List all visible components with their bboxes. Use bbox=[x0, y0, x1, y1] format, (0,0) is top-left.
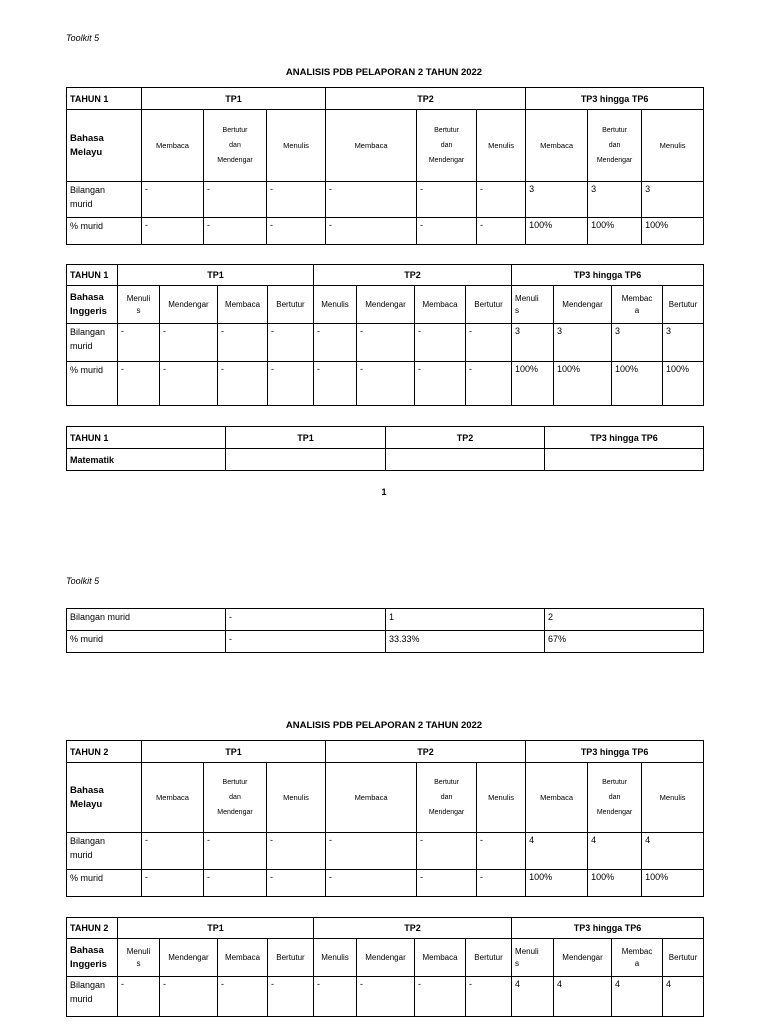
percent-cell: 100% bbox=[588, 870, 642, 897]
count-cell: - bbox=[118, 977, 160, 1017]
skill-mendengar: Mendengar bbox=[554, 286, 612, 324]
skill-membaca: Membac a bbox=[612, 939, 663, 977]
row-label-bilangan: Bilangan murid bbox=[67, 182, 142, 218]
count-cell: 4 bbox=[588, 833, 642, 870]
skill-bertutur-dan-mendengar: Bertutur dan Mendengar bbox=[204, 763, 267, 833]
skill-membaca: Membaca bbox=[142, 763, 204, 833]
count-cell: - bbox=[415, 324, 466, 362]
row-label-percent: % murid bbox=[67, 218, 142, 245]
table-tahun1-bahasa-inggeris bbox=[66, 264, 704, 406]
tp3-tp6-header: TP3 hingga TP6 bbox=[512, 265, 704, 286]
percent-cell: - bbox=[267, 218, 326, 245]
count-cell: 4 bbox=[526, 833, 588, 870]
skill-mendengar: Mendengar bbox=[357, 939, 415, 977]
count-cell: - bbox=[477, 182, 526, 218]
row-label-percent: % murid bbox=[67, 631, 226, 653]
skill-menulis: Menuli s bbox=[512, 939, 554, 977]
skill-bertutur: Bertutur bbox=[466, 286, 512, 324]
skill-membaca: Membaca bbox=[326, 763, 417, 833]
percent-cell: - bbox=[160, 362, 218, 406]
skill-menulis: Menuli s bbox=[512, 286, 554, 324]
tp3-tp6-header: TP3 hingga TP6 bbox=[526, 741, 704, 763]
page-title: ANALISIS PDB PELAPORAN 2 TAHUN 2022 bbox=[285, 67, 483, 78]
skill-menulis: Menuli s bbox=[118, 939, 160, 977]
skill-membaca: Membaca bbox=[415, 939, 466, 977]
count-cell: - bbox=[160, 324, 218, 362]
year-cell: TAHUN 2 bbox=[67, 741, 142, 763]
count-cell: - bbox=[267, 182, 326, 218]
count-cell: - bbox=[415, 977, 466, 1017]
count-cell: - bbox=[357, 324, 415, 362]
skill-bertutur-dan-mendengar: Bertutur dan Mendengar bbox=[417, 110, 477, 182]
row-label-percent: % murid bbox=[67, 362, 118, 406]
skill-bertutur-dan-mendengar: Bertutur dan Mendengar bbox=[417, 763, 477, 833]
skill-menulis: Menulis bbox=[642, 110, 704, 182]
skill-bertutur-dan-mendengar: Bertutur dan Mendengar bbox=[588, 763, 642, 833]
count-cell: - bbox=[268, 977, 314, 1017]
count-cell: 4 bbox=[642, 833, 704, 870]
tp2-header: TP2 bbox=[386, 427, 545, 449]
percent-cell: 33.33% bbox=[386, 631, 545, 653]
count-cell: - bbox=[314, 977, 357, 1017]
percent-cell: - bbox=[142, 218, 204, 245]
page-title: ANALISIS PDB PELAPORAN 2 TAHUN 2022 bbox=[285, 720, 483, 731]
skill-menulis: Menulis bbox=[477, 763, 526, 833]
empty-cell bbox=[386, 449, 545, 471]
count-cell: - bbox=[204, 833, 267, 870]
skill-bertutur: Bertutur bbox=[268, 939, 314, 977]
empty-cell bbox=[545, 449, 704, 471]
skill-bertutur: Bertutur bbox=[268, 286, 314, 324]
year-cell: TAHUN 1 bbox=[67, 427, 226, 449]
skill-menulis: Menuli s bbox=[118, 286, 160, 324]
percent-cell: 100% bbox=[642, 218, 704, 245]
page-number: 1 bbox=[381, 487, 387, 497]
tp2-header: TP2 bbox=[314, 265, 512, 286]
page-header: Toolkit 5 bbox=[66, 576, 100, 586]
count-cell: - bbox=[218, 977, 268, 1017]
percent-cell: - bbox=[477, 218, 526, 245]
percent-cell: - bbox=[218, 362, 268, 406]
count-cell: - bbox=[477, 833, 526, 870]
tp1-header: TP1 bbox=[142, 741, 326, 763]
table-tahun1-matematik-continued bbox=[66, 608, 704, 653]
skill-mendengar: Mendengar bbox=[160, 939, 218, 977]
skill-membaca: Membaca bbox=[415, 286, 466, 324]
skill-mendengar: Mendengar bbox=[160, 286, 218, 324]
subject-cell: Bahasa Inggeris bbox=[67, 939, 118, 977]
row-label-bilangan: Bilangan murid bbox=[67, 977, 118, 1017]
empty-cell bbox=[226, 449, 386, 471]
percent-cell: - bbox=[326, 870, 417, 897]
percent-cell: 100% bbox=[554, 362, 612, 406]
count-cell: 4 bbox=[554, 977, 612, 1017]
count-cell: - bbox=[357, 977, 415, 1017]
skill-membaca: Membac a bbox=[612, 286, 663, 324]
percent-cell: 100% bbox=[512, 362, 554, 406]
year-cell: TAHUN 1 bbox=[67, 265, 118, 286]
count-cell: - bbox=[267, 833, 326, 870]
subject-cell: Matematik bbox=[67, 449, 226, 471]
percent-cell: - bbox=[226, 631, 386, 653]
count-cell: 3 bbox=[642, 182, 704, 218]
row-label-bilangan: Bilangan murid bbox=[67, 324, 118, 362]
count-cell: 4 bbox=[512, 977, 554, 1017]
skill-bertutur: Bertutur bbox=[466, 939, 512, 977]
skill-menulis: Menulis bbox=[642, 763, 704, 833]
percent-cell: - bbox=[466, 362, 512, 406]
count-cell: 3 bbox=[554, 324, 612, 362]
table-tahun1-matematik bbox=[66, 426, 704, 471]
subject-cell: Bahasa Inggeris bbox=[67, 286, 118, 324]
count-cell: - bbox=[160, 977, 218, 1017]
skill-menulis: Menulis bbox=[314, 286, 357, 324]
count-cell: 2 bbox=[545, 609, 704, 631]
percent-cell: 100% bbox=[526, 218, 588, 245]
skill-bertutur-dan-mendengar: Bertutur dan Mendengar bbox=[588, 110, 642, 182]
skill-membaca: Membaca bbox=[218, 939, 268, 977]
percent-cell: - bbox=[477, 870, 526, 897]
skill-membaca: Membaca bbox=[218, 286, 268, 324]
count-cell: - bbox=[326, 833, 417, 870]
count-cell: - bbox=[314, 324, 357, 362]
count-cell: - bbox=[466, 324, 512, 362]
percent-cell: - bbox=[417, 218, 477, 245]
page-header: Toolkit 5 bbox=[66, 33, 100, 43]
year-cell: TAHUN 2 bbox=[67, 918, 118, 939]
count-cell: 3 bbox=[612, 324, 663, 362]
count-cell: - bbox=[142, 833, 204, 870]
count-cell: - bbox=[218, 324, 268, 362]
count-cell: - bbox=[417, 182, 477, 218]
skill-menulis: Menulis bbox=[267, 763, 326, 833]
tp2-header: TP2 bbox=[314, 918, 512, 939]
tp1-header: TP1 bbox=[118, 918, 314, 939]
tp3-tp6-header: TP3 hingga TP6 bbox=[545, 427, 704, 449]
subject-cell: Bahasa Melayu bbox=[67, 763, 142, 833]
percent-cell: 100% bbox=[612, 362, 663, 406]
skill-membaca: Membaca bbox=[142, 110, 204, 182]
table-tahun2-bahasa-inggeris bbox=[66, 917, 704, 1017]
count-cell: - bbox=[268, 324, 314, 362]
count-cell: 3 bbox=[663, 324, 704, 362]
count-cell: - bbox=[142, 182, 204, 218]
tp1-header: TP1 bbox=[226, 427, 386, 449]
count-cell: 3 bbox=[512, 324, 554, 362]
count-cell: 1 bbox=[386, 609, 545, 631]
percent-cell: - bbox=[314, 362, 357, 406]
percent-cell: - bbox=[204, 870, 267, 897]
count-cell: 3 bbox=[526, 182, 588, 218]
year-cell: TAHUN 1 bbox=[67, 88, 142, 110]
count-cell: 4 bbox=[612, 977, 663, 1017]
percent-cell: - bbox=[118, 362, 160, 406]
tp2-header: TP2 bbox=[326, 88, 526, 110]
skill-membaca: Membaca bbox=[526, 110, 588, 182]
skill-bertutur-dan-mendengar: Bertutur dan Mendengar bbox=[204, 110, 267, 182]
tp1-header: TP1 bbox=[142, 88, 326, 110]
percent-cell: - bbox=[357, 362, 415, 406]
percent-cell: - bbox=[267, 870, 326, 897]
skill-bertutur: Bertutur bbox=[663, 286, 704, 324]
percent-cell: 100% bbox=[642, 870, 704, 897]
percent-cell: - bbox=[268, 362, 314, 406]
skill-menulis: Menulis bbox=[314, 939, 357, 977]
row-label-bilangan: Bilangan murid bbox=[67, 609, 226, 631]
percent-cell: - bbox=[204, 218, 267, 245]
skill-mendengar: Mendengar bbox=[554, 939, 612, 977]
count-cell: - bbox=[417, 833, 477, 870]
skill-membaca: Membaca bbox=[326, 110, 417, 182]
table-tahun2-bahasa-melayu bbox=[66, 740, 704, 897]
count-cell: 4 bbox=[663, 977, 704, 1017]
count-cell: - bbox=[226, 609, 386, 631]
percent-cell: 100% bbox=[526, 870, 588, 897]
tp1-header: TP1 bbox=[118, 265, 314, 286]
subject-cell: Bahasa Melayu bbox=[67, 110, 142, 182]
percent-cell: - bbox=[415, 362, 466, 406]
tp2-header: TP2 bbox=[326, 741, 526, 763]
percent-cell: - bbox=[326, 218, 417, 245]
tp3-tp6-header: TP3 hingga TP6 bbox=[512, 918, 704, 939]
skill-mendengar: Mendengar bbox=[357, 286, 415, 324]
count-cell: - bbox=[326, 182, 417, 218]
count-cell: 3 bbox=[588, 182, 642, 218]
tp3-tp6-header: TP3 hingga TP6 bbox=[526, 88, 704, 110]
row-label-percent: % murid bbox=[67, 870, 142, 897]
skill-menulis: Menulis bbox=[267, 110, 326, 182]
percent-cell: - bbox=[142, 870, 204, 897]
skill-membaca: Membaca bbox=[526, 763, 588, 833]
table-tahun1-bahasa-melayu bbox=[66, 87, 704, 245]
percent-cell: 100% bbox=[663, 362, 704, 406]
row-label-bilangan: Bilangan murid bbox=[67, 833, 142, 870]
percent-cell: - bbox=[417, 870, 477, 897]
count-cell: - bbox=[118, 324, 160, 362]
count-cell: - bbox=[466, 977, 512, 1017]
skill-bertutur: Bertutur bbox=[663, 939, 704, 977]
count-cell: - bbox=[204, 182, 267, 218]
percent-cell: 100% bbox=[588, 218, 642, 245]
percent-cell: 67% bbox=[545, 631, 704, 653]
skill-menulis: Menulis bbox=[477, 110, 526, 182]
